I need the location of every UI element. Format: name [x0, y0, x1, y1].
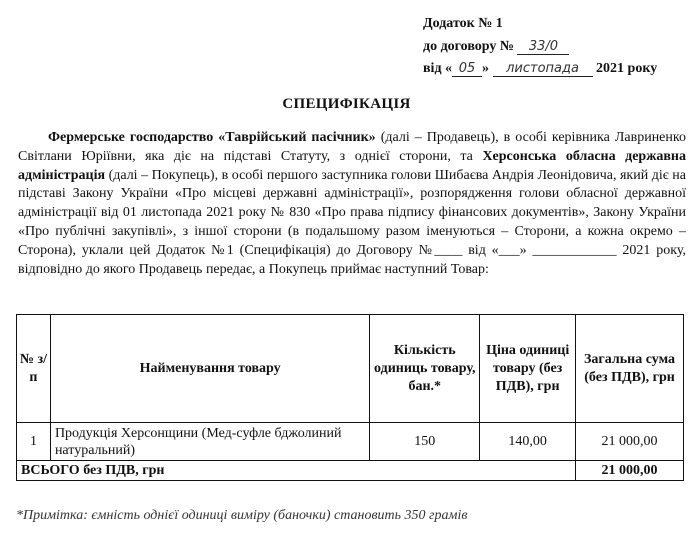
date-day: 05 — [452, 61, 482, 77]
contract-prefix: до договору № — [423, 39, 514, 54]
table-row — [17, 423, 684, 461]
table-header-row — [17, 315, 684, 423]
date-prefix: від « — [423, 61, 453, 76]
row-qty: 150 — [370, 423, 480, 461]
row-price: 140,00 — [480, 423, 576, 461]
date-year: 2021 року — [596, 61, 658, 76]
header-qty: Кількість одиниць товару, бан.* — [370, 315, 480, 423]
row-total: 21 000,00 — [576, 423, 684, 461]
footnote: *Примітка: ємність однієї одиниці виміру (баночки) становить 350 грамів — [16, 508, 468, 523]
date-month: листопада — [493, 61, 593, 77]
intro-paragraph — [18, 129, 686, 279]
paragraph-part2: (далі – Покупець), в особі першого заступника голови Шибаєва Андрія Леонідовича, який діє на підставі Закону України «Про місцеві державні адміністрації», розпорядження голови обласної державної адміністрації від 01 листопада 2021 року № 830 «Про права підпису фінансових документів», Закону України «Про публічні закупівлі», з іншої сторони (в подальшому разом іменуються – Сторони, а кожна окремо – Сторона), уклали цей Додаток №1 (Специфікація) до Договору №____ від «___» ____________ 2021 року, відповідно до якого Продавець передає, а Покупець приймає наступний Товар: — [18, 167, 686, 277]
total-value: 21 000,00 — [576, 461, 684, 481]
appendix-header-line3 — [423, 61, 657, 77]
header-num: № з/п — [17, 315, 51, 423]
total-label: ВСЬОГО без ПДВ, грн — [17, 461, 576, 481]
appendix-header-line2 — [423, 39, 569, 55]
paragraph-part1: (далі – Продавець), в особі керівника Лавриненко Світлани Юріївни, яка діє на підставі Статуту, з однієї сторони, та — [18, 130, 686, 164]
header-name: Найменування товару — [50, 315, 369, 423]
document-title: СПЕЦИФІКАЦІЯ — [282, 96, 411, 112]
date-quote-close: » — [482, 61, 490, 76]
header-total: Загальна сума (без ПДВ), грн — [576, 315, 684, 423]
appendix-header-line1: Додаток № 1 — [423, 16, 503, 31]
seller-name: Фермерське господарство «Таврійський пасічник» — [48, 130, 376, 145]
buyer-name: Херсонська обласна державна адміністрація — [18, 148, 686, 183]
specification-table — [16, 314, 684, 481]
table-total-row — [17, 461, 684, 481]
row-name: Продукція Херсонщини (Мед-суфле бджолиний натуральний) — [50, 423, 369, 461]
contract-number: 33/0 — [517, 39, 569, 55]
row-num: 1 — [17, 423, 51, 461]
header-price: Ціна одиниці товару (без ПДВ), грн — [480, 315, 576, 423]
